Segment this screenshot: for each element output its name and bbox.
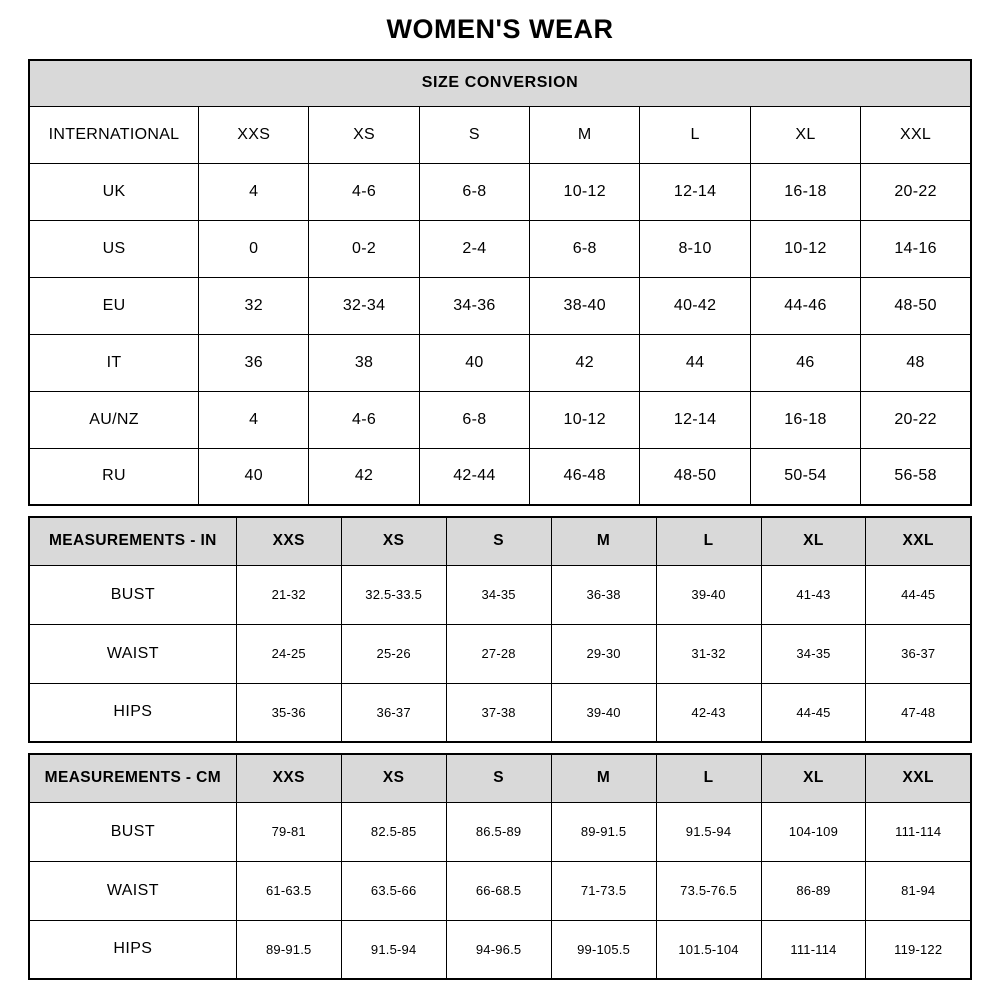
table-row: [29, 163, 971, 220]
value-cell: 46-48: [530, 448, 640, 505]
value-cell: 8-10: [640, 220, 750, 277]
size-column-header: XXS: [236, 754, 341, 802]
size-column-header: S: [446, 517, 551, 565]
row-label: HIPS: [29, 920, 236, 979]
value-cell: 119-122: [866, 920, 971, 979]
size-column-header: S: [446, 754, 551, 802]
value-cell: 21-32: [236, 565, 341, 624]
table-title: SIZE CONVERSION: [29, 60, 971, 106]
value-cell: 36-37: [341, 683, 446, 742]
row-label: IT: [29, 334, 199, 391]
table-row: [29, 334, 971, 391]
table-row: [29, 683, 971, 742]
value-cell: 6-8: [419, 391, 529, 448]
value-cell: 32: [199, 277, 309, 334]
table-header-label: MEASUREMENTS - CM: [29, 754, 236, 802]
value-cell: 12-14: [640, 163, 750, 220]
table-row: [29, 861, 971, 920]
value-cell: 71-73.5: [551, 861, 656, 920]
value-cell: 101.5-104: [656, 920, 761, 979]
size-column-header: L: [656, 517, 761, 565]
table-row: [29, 220, 971, 277]
value-cell: 34-35: [446, 565, 551, 624]
size-column-header: XL: [761, 754, 866, 802]
table-row: [29, 565, 971, 624]
row-label: US: [29, 220, 199, 277]
size-column-header: XXL: [866, 754, 971, 802]
value-cell: 4: [199, 391, 309, 448]
row-label: AU/NZ: [29, 391, 199, 448]
value-cell: 0-2: [309, 220, 419, 277]
row-label: RU: [29, 448, 199, 505]
value-cell: 73.5-76.5: [656, 861, 761, 920]
value-cell: 50-54: [750, 448, 860, 505]
value-cell: 4: [199, 163, 309, 220]
value-cell: 94-96.5: [446, 920, 551, 979]
size-column-header: XXS: [199, 106, 309, 163]
size-column-header: M: [551, 517, 656, 565]
value-cell: 44: [640, 334, 750, 391]
value-cell: 10-12: [530, 163, 640, 220]
table-row: [29, 802, 971, 861]
value-cell: 42: [530, 334, 640, 391]
value-cell: 41-43: [761, 565, 866, 624]
row-label: UK: [29, 163, 199, 220]
value-cell: 46: [750, 334, 860, 391]
value-cell: 20-22: [861, 163, 971, 220]
value-cell: 0: [199, 220, 309, 277]
value-cell: 48-50: [640, 448, 750, 505]
value-cell: 42-44: [419, 448, 529, 505]
value-cell: 79-81: [236, 802, 341, 861]
value-cell: 16-18: [750, 391, 860, 448]
value-cell: 10-12: [750, 220, 860, 277]
row-label: WAIST: [29, 861, 236, 920]
row-label: EU: [29, 277, 199, 334]
value-cell: 61-63.5: [236, 861, 341, 920]
table-row: [29, 277, 971, 334]
value-cell: 40-42: [640, 277, 750, 334]
table-header-label: INTERNATIONAL: [29, 106, 199, 163]
value-cell: 111-114: [761, 920, 866, 979]
value-cell: 111-114: [866, 802, 971, 861]
value-cell: 36: [199, 334, 309, 391]
value-cell: 44-45: [866, 565, 971, 624]
size-column-header: XS: [341, 754, 446, 802]
value-cell: 44-46: [750, 277, 860, 334]
value-cell: 4-6: [309, 391, 419, 448]
row-label: BUST: [29, 565, 236, 624]
size-column-header: XL: [761, 517, 866, 565]
value-cell: 40: [199, 448, 309, 505]
size-column-header: XL: [750, 106, 860, 163]
value-cell: 48-50: [861, 277, 971, 334]
size-conversion-table: [28, 59, 972, 506]
size-column-header: XXS: [236, 517, 341, 565]
value-cell: 32.5-33.5: [341, 565, 446, 624]
value-cell: 2-4: [419, 220, 529, 277]
size-column-header: XS: [341, 517, 446, 565]
value-cell: 34-36: [419, 277, 529, 334]
size-column-header: L: [640, 106, 750, 163]
measurements-in-table: [28, 516, 972, 743]
value-cell: 66-68.5: [446, 861, 551, 920]
value-cell: 39-40: [551, 683, 656, 742]
size-column-header: M: [530, 106, 640, 163]
table-header-row: [29, 517, 971, 565]
value-cell: 25-26: [341, 624, 446, 683]
value-cell: 35-36: [236, 683, 341, 742]
table-header-row: [29, 754, 971, 802]
value-cell: 91.5-94: [656, 802, 761, 861]
size-column-header: XS: [309, 106, 419, 163]
value-cell: 82.5-85: [341, 802, 446, 861]
row-label: HIPS: [29, 683, 236, 742]
value-cell: 36-38: [551, 565, 656, 624]
value-cell: 4-6: [309, 163, 419, 220]
table-row: [29, 624, 971, 683]
table-row: [29, 920, 971, 979]
size-column-header: XXL: [866, 517, 971, 565]
size-column-header: M: [551, 754, 656, 802]
value-cell: 32-34: [309, 277, 419, 334]
table-row: [29, 448, 971, 505]
value-cell: 89-91.5: [236, 920, 341, 979]
value-cell: 91.5-94: [341, 920, 446, 979]
value-cell: 37-38: [446, 683, 551, 742]
value-cell: 44-45: [761, 683, 866, 742]
value-cell: 38-40: [530, 277, 640, 334]
size-column-header: S: [419, 106, 529, 163]
measurements-cm-table: [28, 753, 972, 980]
value-cell: 10-12: [530, 391, 640, 448]
value-cell: 6-8: [530, 220, 640, 277]
value-cell: 42-43: [656, 683, 761, 742]
value-cell: 6-8: [419, 163, 529, 220]
value-cell: 42: [309, 448, 419, 505]
value-cell: 16-18: [750, 163, 860, 220]
value-cell: 27-28: [446, 624, 551, 683]
value-cell: 47-48: [866, 683, 971, 742]
table-row: [29, 391, 971, 448]
size-column-header: XXL: [861, 106, 971, 163]
value-cell: 20-22: [861, 391, 971, 448]
value-cell: 99-105.5: [551, 920, 656, 979]
value-cell: 38: [309, 334, 419, 391]
value-cell: 86.5-89: [446, 802, 551, 861]
size-column-header: L: [656, 754, 761, 802]
value-cell: 14-16: [861, 220, 971, 277]
row-label: BUST: [29, 802, 236, 861]
table-header-row: [29, 106, 971, 163]
value-cell: 40: [419, 334, 529, 391]
value-cell: 34-35: [761, 624, 866, 683]
row-label: WAIST: [29, 624, 236, 683]
value-cell: 104-109: [761, 802, 866, 861]
value-cell: 48: [861, 334, 971, 391]
value-cell: 86-89: [761, 861, 866, 920]
value-cell: 31-32: [656, 624, 761, 683]
value-cell: 12-14: [640, 391, 750, 448]
value-cell: 29-30: [551, 624, 656, 683]
table-header-label: MEASUREMENTS - IN: [29, 517, 236, 565]
value-cell: 36-37: [866, 624, 971, 683]
value-cell: 56-58: [861, 448, 971, 505]
value-cell: 63.5-66: [341, 861, 446, 920]
value-cell: 89-91.5: [551, 802, 656, 861]
value-cell: 81-94: [866, 861, 971, 920]
value-cell: 39-40: [656, 565, 761, 624]
page-title: WOMEN'S WEAR: [386, 14, 614, 44]
value-cell: 24-25: [236, 624, 341, 683]
